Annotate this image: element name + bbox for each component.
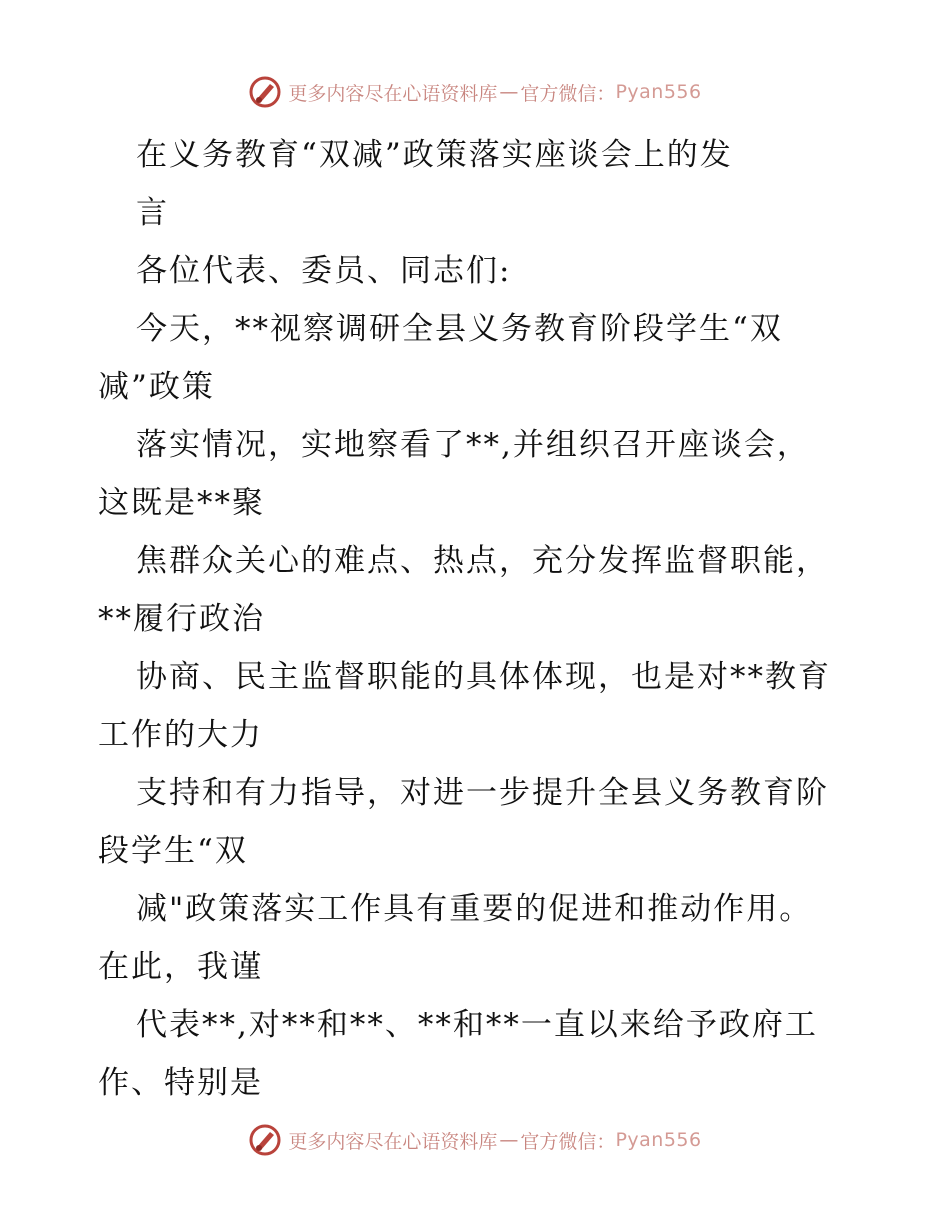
document-line: **履行政治 (98, 601, 265, 637)
document-line: 作、特别是 (98, 1065, 263, 1101)
document-line: 减”政策 (98, 369, 215, 405)
watermark-separator: — (499, 81, 519, 103)
document-line: 工作的大力 (98, 717, 263, 753)
document-line: 支持和有力指导，对进一步提升全县义务教育阶 (136, 775, 829, 811)
watermark-wechat-id: Pyan556 (615, 81, 702, 103)
document-line: 今天，**视察调研全县义务教育阶段学生“双 (136, 311, 783, 347)
watermark-text: 更多内容尽在心语资料库 (288, 1130, 498, 1153)
document-body (98, 126, 858, 1112)
watermark-wechat-label: 官方微信： (520, 1130, 616, 1153)
document-line: 言 (136, 195, 169, 231)
watermark-text: 更多内容尽在心语资料库 (288, 82, 498, 105)
document-line: 减"政策落实工作具有重要的促进和推动作用。 (136, 891, 813, 927)
document-line: 在义务教育“双减”政策落实座谈会上的发 (136, 137, 733, 173)
pen-seal-icon (248, 75, 282, 109)
document-line: 段学生“双 (98, 833, 248, 869)
watermark-header (0, 72, 950, 112)
document-line: 落实情况，实地察看了**,并组织召开座谈会， (136, 427, 810, 463)
watermark-footer (0, 1120, 950, 1160)
watermark-wechat-id: Pyan556 (615, 1129, 702, 1151)
document-line: 焦群众关心的难点、热点，充分发挥监督职能， (136, 543, 829, 579)
document-line: 协商、民主监督职能的具体体现，也是对**教育 (136, 659, 831, 695)
document-line: 在此，我谨 (98, 949, 263, 985)
watermark-separator: — (499, 1129, 519, 1151)
pen-seal-icon (248, 1123, 282, 1157)
document-line: 这既是**聚 (98, 485, 265, 521)
document-line: 代表**,对**和**、**和**一直以来给予政府工 (136, 1007, 818, 1043)
document-line: 各位代表、委员、同志们: (136, 253, 512, 289)
watermark-wechat-label: 官方微信： (520, 82, 616, 105)
